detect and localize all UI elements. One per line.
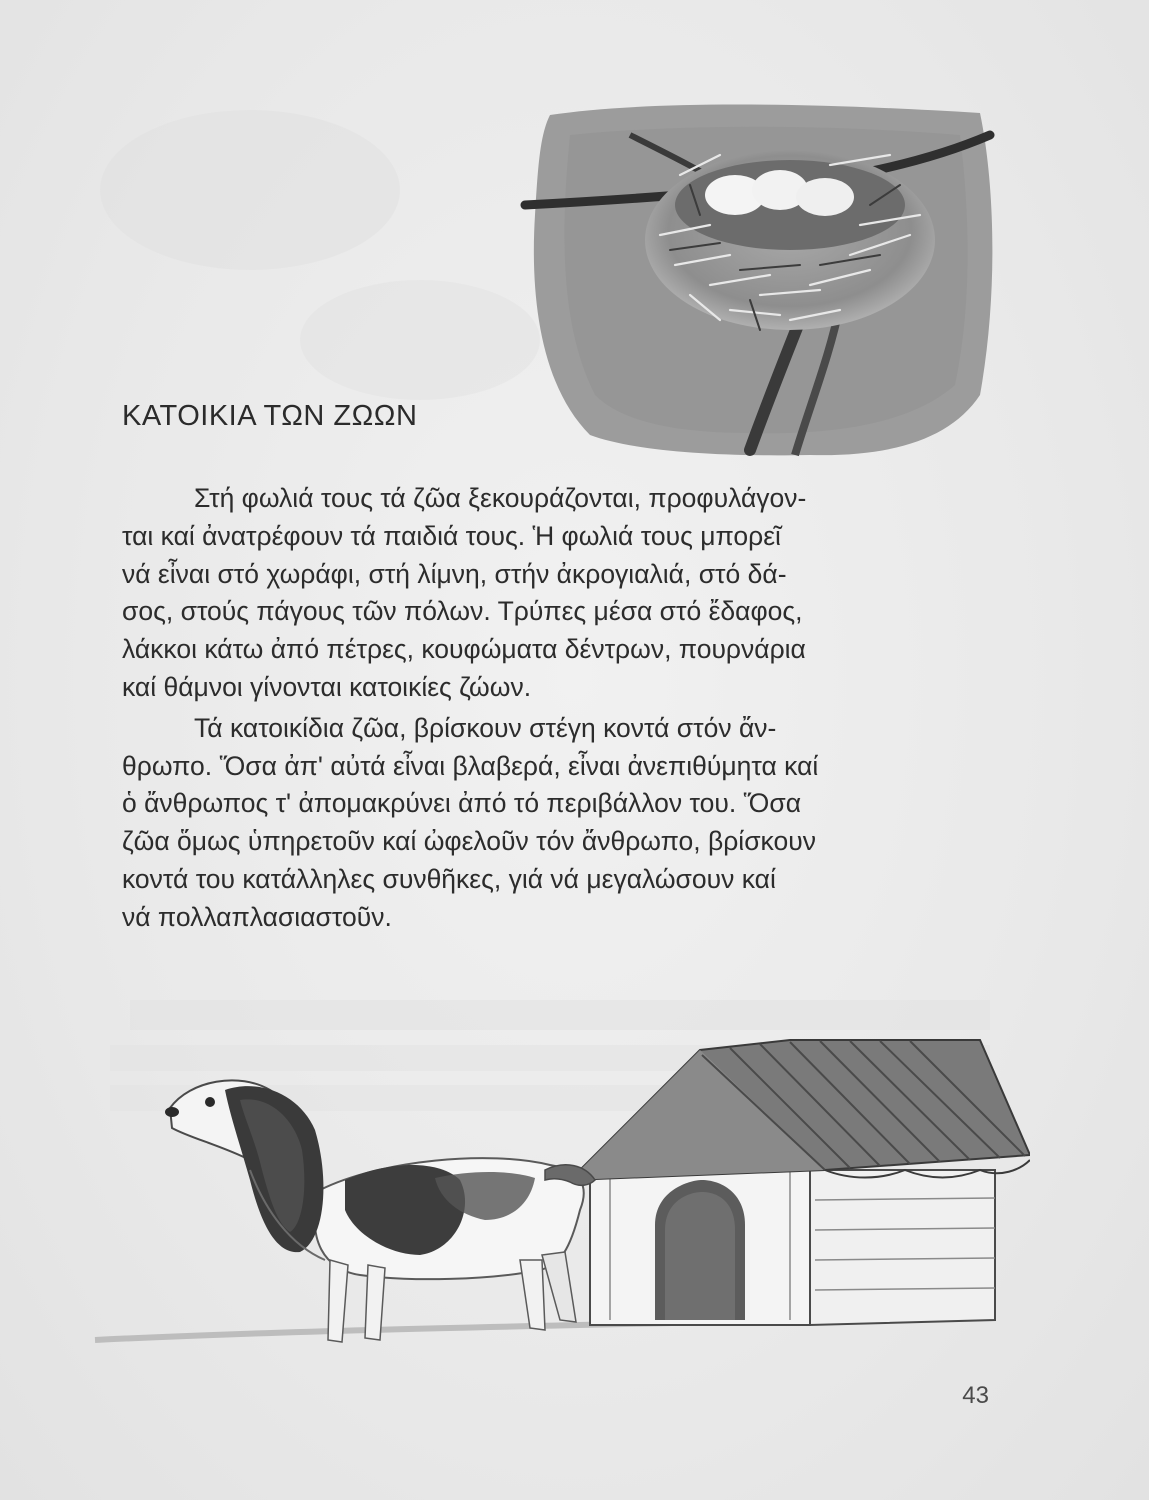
bird-nest-illustration (510, 95, 1000, 465)
dog-and-doghouse-illustration (90, 1020, 1030, 1380)
text-line: κοντά του κατάλληλες συνθῆκες, γιά νά μεγαλώσουν καί (122, 863, 776, 894)
text-line: σος, στούς πάγους τῶν πόλων. Τρύπες μέσα στό ἔδαφος, (122, 596, 803, 627)
text-line: Στή φωλιά τους τά ζῶα ξεκουράζονται, προφυλάγον- (194, 483, 807, 513)
dog (165, 1080, 595, 1342)
text-line: Τά κατοικίδια ζῶα, βρίσκουν στέγη κοντά στόν ἄν- (194, 712, 777, 743)
doghouse (570, 1040, 1030, 1325)
paragraph (122, 480, 992, 707)
text-line: ὁ ἄνθρωπος τ' ἀπομακρύνει ἀπό τό περιβάλλον του. Ὅσα (122, 788, 802, 819)
text-line: ται καί ἀνατρέφουν τά παιδιά τους. Ἡ φωλιά τους μπορεῖ (122, 520, 781, 551)
text-line: καί θάμνοι γίνονται κατοικίες ζώων. (122, 671, 532, 702)
section-title: ΚΑΤΟΙΚΙΑ ΤΩΝ ΖΩΩΝ (122, 400, 418, 432)
text-line: θρωπο. Ὅσα ἀπ' αὐτά εἶναι βλαβερά, εἶναι ἀνεπιθύμητα καί (122, 750, 819, 781)
text-line: λάκκοι κάτω ἀπό πέτρες, κουφώματα δέντρων, πουρνάρια (122, 634, 806, 665)
page-number: 43 (962, 1382, 989, 1409)
text-line: ζῶα ὅμως ὑπηρετοῦν καί ὠφελοῦν τόν ἄνθρωπο, βρίσκουν (122, 826, 816, 857)
text-line: νά εἶναι στό χωράφι, στή λίμνη, στήν ἀκρογιαλιά, στό δά- (122, 558, 787, 589)
body-text (122, 480, 992, 937)
paragraph (122, 710, 992, 937)
text-line: νά πολλαπλασιαστοῦν. (122, 901, 392, 932)
